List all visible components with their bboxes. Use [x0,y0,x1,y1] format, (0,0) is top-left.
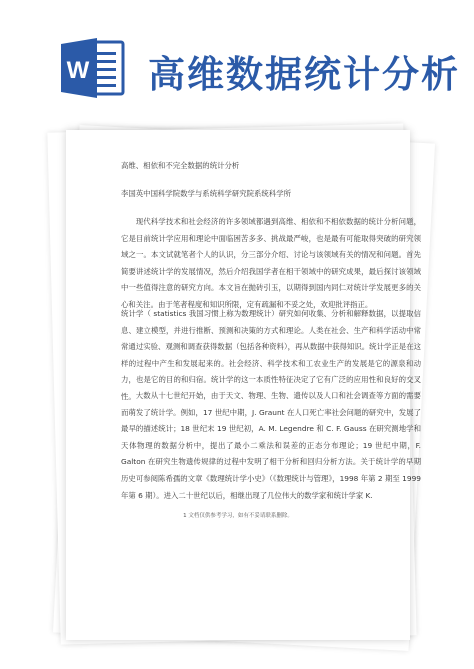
banner [0,0,474,118]
document-page [66,130,421,640]
word-document-icon [61,36,127,100]
page-footer-note: 1 文档仅供参考学习，如有不妥请联系删除。 [183,513,293,519]
document-title: 高维、相依和不完全数据的统计分析 [121,161,240,170]
document-author: 李国英中国科学院数学与系统科学研究院系统科学所 [121,189,291,198]
paragraph: 现代科学技术和社会经济的许多领域都遇到高维、相依和不相依数据的统计分析问题，它是目前统计学应用和理论中面临困苦多多、挑战最严峻，也是最有可能取得突破的研究领域之一。本文试就笔者个人的认识，分三部分介绍、讨论与该领域有关的情况和问题。首先简要讲述统计学的发展情况，然后介绍我国学者在相干领域中的研究成果，最后探讨该领域中一些值得注意的研究方向。本文旨在抛砖引玉，以期得到国内同仁对统计学发展更多的关心和关注。由于笔者程度和知识所限，定有疏漏和不妥之处，欢迎批评指正。 [121,217,421,309]
document-preview [48,124,422,652]
paragraph: 统计学（ statistics 我国习惯上称为数理统计）研究如何收集、分析和解释数据，以提取信息、建立模型，并进行推断、预测和决策的方式和理论。人类在社会、生产和科学活动中常常通过实验、观测和调查获得数据（包括各种资料），再从数据中获得知识。统计学正是在这样的过程中产生和发展起来的。社会经济、科学技术和工农业生产的发展是它的源泉和动力，也是它的目的和归宿。统计学的这一本质性特征决定了它有广泛的应用性和良好的交叉性。 [121,309,421,401]
word-icon-letter: W [66,57,90,84]
banner-title: 高维数据统计分析 [148,53,460,96]
paragraph: 大数从十七世纪开始，由于天文、物理、生物、遗传以及人口和社会调查等方面的需要而萌发了统计学。例如，17 世纪中期，J. Graunt 在人口死亡率社会问题的研究中，发展了最早的描述统计；18 世纪末 19 世纪初，A. M. Legendre 和 C. F. Gauss 在研究测地学和天体物理的数据分析中，提出了最小二乘法和误差的正态分布理论；19 世纪中期，F. Galton 在研究生物遗传规律的过程中发明了相干分析和回归分析方法。关于统计学的早期历史可参阅陈希孺的文章《数理统计学小史》（《数理统计与管理》，1998 年第 2 期至 1999 年第 6 期）。进入二十世纪以后，相继出现了几位伟大的数学家和统计学家 K. [121,391,421,500]
